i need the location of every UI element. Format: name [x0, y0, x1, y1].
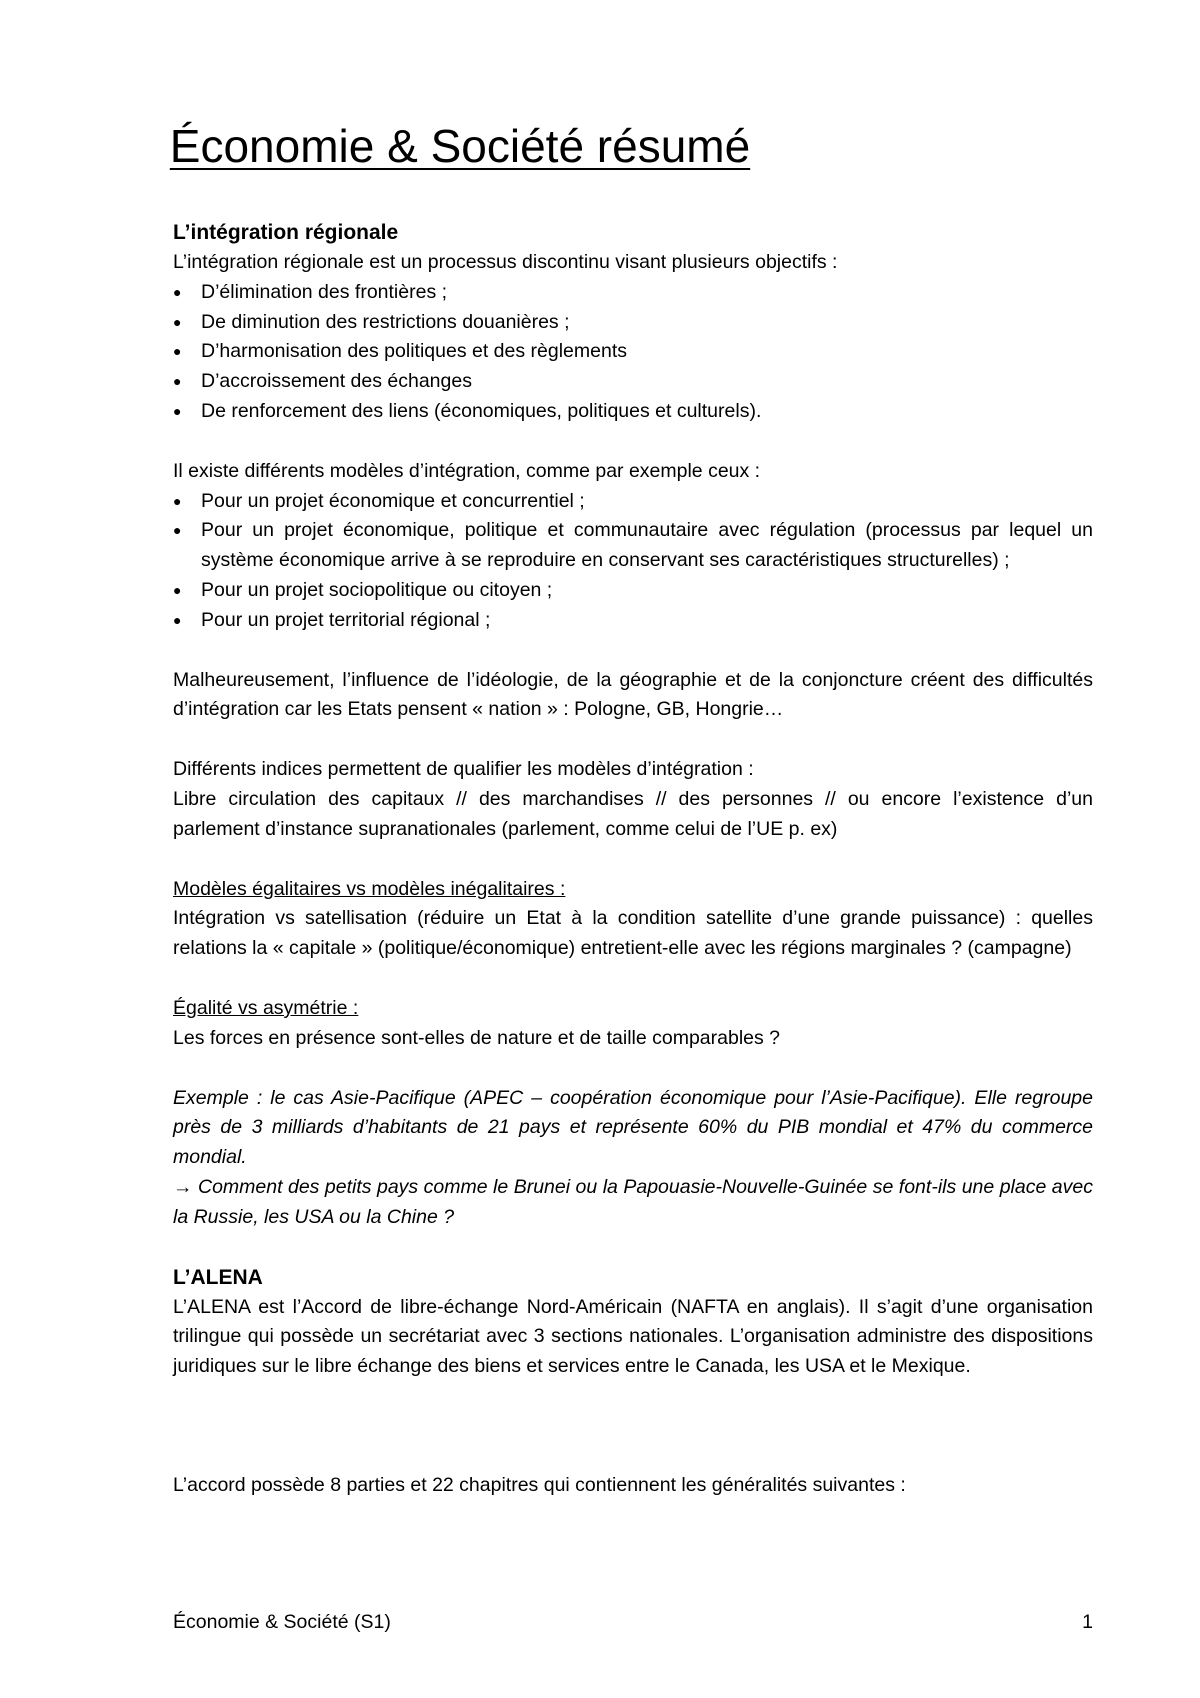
list-item: ● Pour un projet économique et concurrentiel ; — [173, 487, 1093, 517]
page-number: 1 — [1082, 1611, 1093, 1633]
list-item: ● D’harmonisation des politiques et des règlements — [173, 337, 1093, 367]
footer-label: Économie & Société (S1) — [173, 1611, 391, 1633]
bullet-icon: ● — [173, 581, 182, 598]
bullet-icon: ● — [173, 522, 182, 539]
asym-paragraph: Les forces en présence sont-elles de nature et de taille comparables ? — [173, 1026, 781, 1049]
section-heading-alena: L’ALENA — [173, 1265, 263, 1289]
accord-paragraph: L’accord possède 8 parties et 22 chapitres qui contiennent les généralités suivantes : — [173, 1473, 906, 1496]
bullet-icon: ● — [173, 283, 182, 300]
page-title — [0, 118, 920, 174]
bullet-icon: ● — [173, 611, 182, 628]
arrow-right-icon: → — [173, 1175, 193, 1198]
list-item: ● D’accroissement des échanges — [173, 367, 1093, 397]
integration-intro: L’intégration régionale est un processus discontinu visant plusieurs objectifs : — [173, 251, 838, 273]
asym-heading: Égalité vs asymétrie : — [173, 996, 359, 1019]
example-question: → Comment des petits pays comme le Brunei ou la Papouasie-Nouvelle-Guinée se font-ils une place avec la Russie, les USA ou la Chine ? — [173, 1175, 1093, 1228]
indices-paragraph: Libre circulation des capitaux // des marchandises // des personnes // ou encore l’existence d’un parlement d’instance supranationales (parlement, comme celui de l’UE p. ex) — [173, 787, 1093, 840]
list-item: ● Pour un projet sociopolitique ou citoyen ; — [173, 576, 1093, 606]
example-paragraph: Exemple : le cas Asie-Pacifique (APEC – coopération économique pour l’Asie-Pacifique). Elle regroupe près de 3 milliards d’habitants de 21 pays et représente 60% du PIB mondial et 47% du commerce mondial. — [173, 1086, 1093, 1169]
alena-paragraph: L’ALENA est l’Accord de libre-échange Nord-Américain (NAFTA en anglais). Il s’agit d’une organisation trilingue qui possède un secrétariat avec 3 sections nationales. L’organisation administre des dispositions juridiques sur le libre échange des biens et services entre le Canada, les USA et le Mexique. — [173, 1295, 1093, 1378]
page-title-text: Économie & Société résumé — [169, 120, 751, 172]
bullet-icon: ● — [173, 492, 182, 509]
document-body — [173, 218, 1093, 1501]
objectives-list — [173, 278, 1093, 427]
models-list — [173, 487, 1093, 636]
list-item: ● Pour un projet territorial régional ; — [173, 606, 1093, 636]
list-item: ● De diminution des restrictions douanières ; — [173, 308, 1093, 338]
section-heading-integration: L’intégration régionale — [173, 221, 399, 244]
list-item: ● Pour un projet économique, politique et communautaire avec régulation (processus par lequel un système économique arrive à se reproduire en conservant ses caractéristiques structurelles) ; — [173, 516, 1093, 576]
page-footer — [173, 1608, 1093, 1636]
list-item: ● D’élimination des frontières ; — [173, 278, 1093, 308]
difficulties-paragraph: Malheureusement, l’influence de l’idéologie, de la géographie et de la conjoncture créent des difficultés d’intégration car les Etats pensent « nation » : Pologne, GB, Hongrie… — [173, 668, 1093, 721]
egal-heading: Modèles égalitaires vs modèles inégalitaires : — [173, 877, 566, 900]
bullet-icon: ● — [173, 402, 182, 419]
egal-paragraph: Intégration vs satellisation (réduire un Etat à la condition satellite d’une grande puissance) : quelles relations la « capitale » (politique/économique) entretient-elle avec les régions marginales ? (campagne) — [173, 907, 1093, 960]
bullet-icon: ● — [173, 373, 182, 390]
bullet-icon: ● — [173, 313, 182, 330]
models-intro: Il existe différents modèles d’intégration, comme par exemple ceux : — [173, 459, 761, 482]
indices-intro: Différents indices permettent de qualifier les modèles d’intégration : — [173, 758, 754, 781]
bullet-icon: ● — [173, 343, 182, 360]
list-item: ● De renforcement des liens (économiques, politiques et culturels). — [173, 397, 1093, 427]
